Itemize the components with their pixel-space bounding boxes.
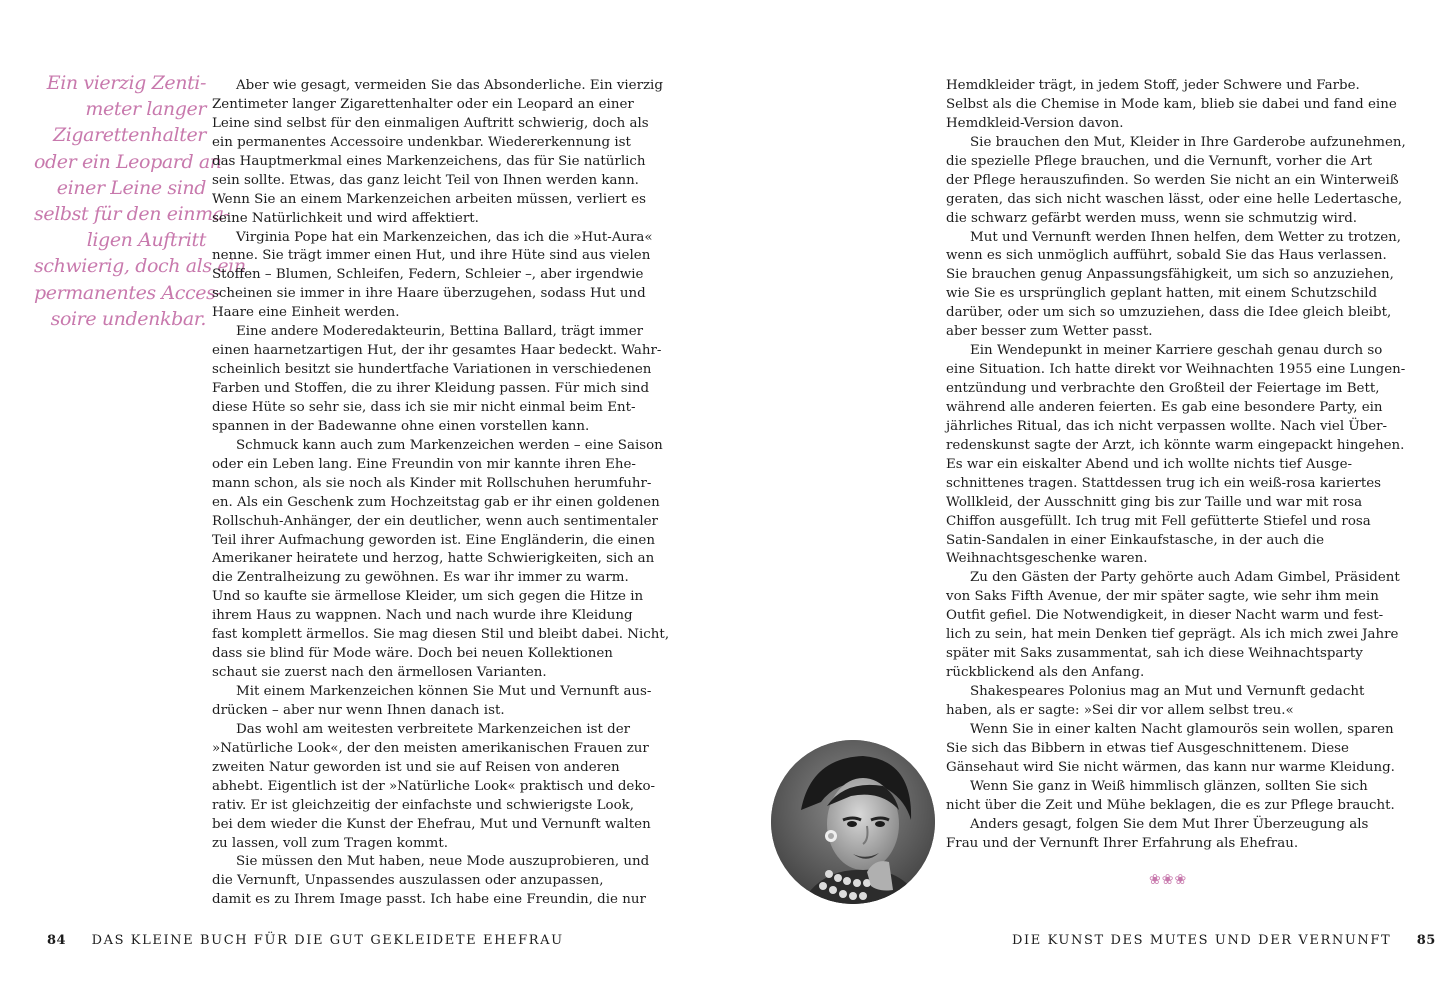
- running-title-left: DAS KLEINE BUCH FÜR DIE GUT GEKLEIDETE EHEFRAU: [91, 933, 564, 948]
- text-line: Hemdkleid-Version davon.: [946, 115, 1124, 131]
- text-line: schnittenes tragen. Stattdessen trug ich ein weiß-rosa kariertes: [946, 475, 1381, 491]
- text-line: Sie brauchen den Mut, Kleider in Ihre Garderobe aufzunehmen,: [970, 134, 1406, 150]
- text-line: Es war ein eiskalter Abend und ich wollte nichts tief Ausge-: [946, 456, 1353, 472]
- text-line: der Pflege herauszufinden. So werden Sie nicht an ein Winterweiß: [946, 172, 1399, 188]
- text-line: damit es zu Ihrem Image passt. Ich habe eine Freundin, die nur: [212, 892, 646, 908]
- pull-quote-line: selbst für den einma-: [34, 203, 230, 226]
- page-number-right: 85: [1416, 933, 1436, 948]
- text-line: entzündung und verbrachte den Großteil der Feiertage im Bett,: [946, 381, 1380, 396]
- pull-quote-line: Zigarettenhalter: [52, 124, 206, 147]
- text-line: Mit einem Markenzeichen können Sie Mut und Vernunft aus-: [236, 684, 652, 699]
- text-line: Farben und Stoffen, die zu ihrer Kleidung passen. Für mich sind: [212, 381, 650, 396]
- right-body-text: [946, 77, 1416, 853]
- text-line: rückblickend als den Anfang.: [946, 665, 1145, 681]
- text-line: scheinen sie immer in ihre Haare überzugehen, sodass Hut und: [212, 286, 646, 302]
- right-page: [724, 0, 1449, 1000]
- text-line: Das wohl am weitesten verbreitete Markenzeichen ist der: [236, 721, 631, 737]
- text-line: Amerikaner heiratete und herzog, hatte Schwierigkeiten, sich an: [212, 551, 655, 567]
- text-line: lich zu sein, hat mein Denken tief geprägt. Als ich mich zwei Jahre: [946, 627, 1399, 643]
- text-line: Shakespeares Polonius mag an Mut und Vernunft gedacht: [970, 684, 1365, 699]
- pull-quote-line: oder ein Leopard an: [34, 150, 222, 173]
- text-line: später mit Saks zusammentat, sah ich diese Weihnachtsparty: [946, 646, 1363, 662]
- floral-ornament-icon: ❀❀❀: [1149, 872, 1188, 888]
- text-line: einen haarnetzartigen Hut, der ihr gesamtes Haar bedeckt. Wahr-: [212, 343, 662, 359]
- text-line: dass sie blind für Mode wäre. Doch bei neuen Kollektionen: [212, 646, 613, 662]
- text-line: Satin-Sandalen in einer Einkaufstasche, in der auch die: [946, 532, 1325, 548]
- left-body-text: [212, 77, 672, 910]
- text-line: ihrem Haus zu wappnen. Nach und nach wurde ihre Kleidung: [212, 608, 633, 624]
- text-line: seine Natürlichkeit und wird affektiert.: [212, 210, 479, 226]
- text-line: Wenn Sie in einer kalten Nacht glamourös sein wollen, sparen: [970, 721, 1394, 737]
- text-line: das Hauptmerkmal eines Markenzeichens, das für Sie natürlich: [212, 153, 646, 169]
- portrait-photo: [771, 740, 935, 904]
- text-line: jährliches Ritual, das ich nicht verpassen wollte. Nach viel Über-: [946, 418, 1388, 434]
- text-line: die Vernunft, Unpassendes auszulassen oder anzupassen,: [212, 873, 604, 889]
- text-line: von Saks Fifth Avenue, der mir später sagte, wie sehr ihm mein: [946, 589, 1379, 605]
- text-line: Mut und Vernunft werden Ihnen helfen, dem Wetter zu trotzen,: [970, 229, 1402, 245]
- text-line: Gänsehaut wird Sie nicht wärmen, das kann nur warme Kleidung.: [946, 759, 1395, 775]
- text-line: zu lassen, voll zum Tragen kommt.: [212, 835, 448, 851]
- text-line: Selbst als die Chemise in Mode kam, blieb sie dabei und fand eine: [946, 96, 1397, 112]
- text-line: Wenn Sie ganz in Weiß himmlisch glänzen, sollten Sie sich: [970, 778, 1368, 794]
- text-line: Zentimeter langer Zigarettenhalter oder ein Leopard an einer: [212, 96, 634, 112]
- text-line: rativ. Er ist gleichzeitig der einfachste und schwierigste Look,: [212, 797, 635, 813]
- text-line: die spezielle Pflege brauchen, und die Vernunft, vorher die Art: [946, 153, 1373, 169]
- text-line: mann schon, als sie noch als Kinder mit Rollschuhen herumfuhr-: [212, 475, 652, 491]
- text-line: haben, als er sagte: »Sei dir vor allem selbst treu.«: [946, 702, 1294, 718]
- text-line: drücken – aber nur wenn Ihnen danach ist.: [212, 702, 505, 718]
- text-line: Wollkleid, der Ausschnitt ging bis zur Taille und war mit rosa: [946, 494, 1363, 510]
- pull-quote-line: permanentes Acces-: [34, 281, 222, 304]
- text-line: Teil ihrer Aufmachung geworden ist. Eine Engländerin, die einen: [212, 532, 655, 548]
- text-line: Hemdkleider trägt, in jedem Stoff, jeder Schwere und Farbe.: [946, 78, 1360, 93]
- text-line: diese Hüte so sehr sie, dass ich sie mir nicht einmal beim Ent-: [212, 399, 636, 415]
- text-line: wie Sie es ursprünglich geplant hatten, mit einem Schutzschild: [946, 286, 1378, 302]
- text-line: Rollschuh-Anhänger, der ein deutlicher, wenn auch sentimentaler: [212, 513, 658, 529]
- pull-quote-line: meter langer: [85, 98, 206, 121]
- right-footer: [1012, 933, 1436, 948]
- text-line: Sie sich das Bibbern in etwas tief Ausgeschnittenem. Diese: [946, 740, 1349, 756]
- text-line: sein sollte. Etwas, das ganz leicht Teil von Ihnen werden kann.: [212, 172, 639, 188]
- text-line: Sie müssen den Mut haben, neue Mode auszuprobieren, und: [236, 854, 650, 870]
- text-line: bei dem wieder die Kunst der Ehefrau, Mut und Vernunft walten: [212, 816, 651, 832]
- text-line: Leine sind selbst für den einmaligen Auftritt schwierig, doch als: [212, 115, 649, 131]
- text-line: zweiten Natur geworden ist und sie auf Reisen von anderen: [212, 759, 620, 775]
- text-line: Stoffen – Blumen, Schleifen, Federn, Schleier –, aber irgendwie: [212, 267, 644, 283]
- text-line: Virginia Pope hat ein Markenzeichen, das ich die »Hut-Aura«: [236, 229, 653, 245]
- text-line: Und so kaufte sie ärmellose Kleider, um sich gegen die Hitze in: [212, 589, 644, 605]
- text-line: Eine andere Moderedakteurin, Bettina Ballard, trägt immer: [236, 324, 644, 340]
- text-line: darüber, oder um sich so umzuziehen, dass die Idee gleich bleibt,: [946, 305, 1392, 321]
- text-line: Sie brauchen genug Anpassungsfähigkeit, um sich so anzuziehen,: [946, 267, 1394, 283]
- text-line: Aber wie gesagt, vermeiden Sie das Absonderliche. Ein vierzig: [236, 78, 663, 93]
- text-line: en. Als ein Geschenk zum Hochzeitstag gab er ihr einen goldenen: [212, 494, 660, 510]
- pull-quote-line: schwierig, doch als ein: [34, 255, 246, 278]
- pull-quote-line: einer Leine sind: [56, 176, 206, 199]
- text-line: »Natürliche Look«, der den meisten amerikanischen Frauen zur: [212, 740, 649, 756]
- text-line: ein permanentes Accessoire undenkbar. Wiedererkennung ist: [212, 134, 631, 150]
- left-footer: [47, 933, 564, 948]
- text-line: Anders gesagt, folgen Sie dem Mut Ihrer Überzeugung als: [970, 816, 1369, 832]
- text-line: Weihnachtsgeschenke waren.: [946, 551, 1148, 567]
- pull-quote-line: soire undenkbar.: [50, 307, 206, 330]
- text-line: Zu den Gästen der Party gehörte auch Adam Gimbel, Präsident: [970, 570, 1400, 586]
- pull-quote-line: ligen Auftritt: [86, 229, 206, 252]
- left-page: [0, 0, 724, 1000]
- text-line: Wenn Sie an einem Markenzeichen arbeiten müssen, verliert es: [212, 191, 646, 207]
- pull-quote: [34, 70, 246, 332]
- text-line: aber besser zum Wetter passt.: [946, 324, 1153, 340]
- text-line: während alle anderen feierten. Es gab eine besondere Party, ein: [946, 399, 1383, 415]
- text-line: oder ein Leben lang. Eine Freundin von mir kannte ihren Ehe-: [212, 456, 636, 472]
- text-line: nenne. Sie trägt immer einen Hut, und ihre Hüte sind aus vielen: [212, 248, 651, 264]
- text-line: Outfit gefiel. Die Notwendigkeit, in dieser Nacht warm und fest-: [946, 608, 1384, 624]
- text-line: die schwarz gefärbt werden muss, wenn sie schmutzig wird.: [946, 210, 1358, 226]
- page-number-left: 84: [47, 933, 67, 948]
- text-line: eine Situation. Ich hatte direkt vor Weihnachten 1955 eine Lungen-: [946, 362, 1406, 378]
- text-line: abhebt. Eigentlich ist der »Natürliche Look« praktisch und deko-: [212, 778, 656, 794]
- text-line: schaut sie zuerst nach den ärmellosen Varianten.: [212, 665, 547, 681]
- text-line: wenn es sich unmöglich aufführt, sobald Sie das Haus verlassen.: [946, 248, 1387, 264]
- text-line: Chiffon ausgefüllt. Ich trug mit Fell gefütterte Stiefel und rosa: [946, 513, 1371, 529]
- pull-quote-line: Ein vierzig Zenti-: [46, 72, 206, 94]
- text-line: Frau und der Vernunft Ihrer Erfahrung als Ehefrau.: [946, 835, 1299, 851]
- text-line: scheinlich besitzt sie hundertfache Variationen in verschiedenen: [212, 362, 652, 378]
- text-line: Haare eine Einheit werden.: [212, 305, 400, 321]
- text-line: geraten, das sich nicht waschen lässt, oder eine helle Ledertasche,: [946, 191, 1403, 207]
- text-line: Schmuck kann auch zum Markenzeichen werden – eine Saison: [236, 437, 663, 453]
- text-line: fast komplett ärmellos. Sie mag diesen Stil und bleibt dabei. Nicht,: [212, 627, 670, 643]
- running-title-right: DIE KUNST DES MUTES UND DER VERNUNFT: [1012, 933, 1392, 948]
- text-line: die Zentralheizung zu gewöhnen. Es war ihr immer zu warm.: [212, 570, 629, 586]
- text-line: spannen in der Badewanne ohne einen vorstellen kann.: [212, 418, 590, 434]
- text-line: nicht über die Zeit und Mühe beklagen, die es zur Pflege braucht.: [946, 797, 1395, 813]
- text-line: redenskunst sagte der Arzt, ich könnte warm eingepackt hingehen.: [946, 437, 1405, 453]
- text-line: Ein Wendepunkt in meiner Karriere geschah genau durch so: [970, 343, 1383, 359]
